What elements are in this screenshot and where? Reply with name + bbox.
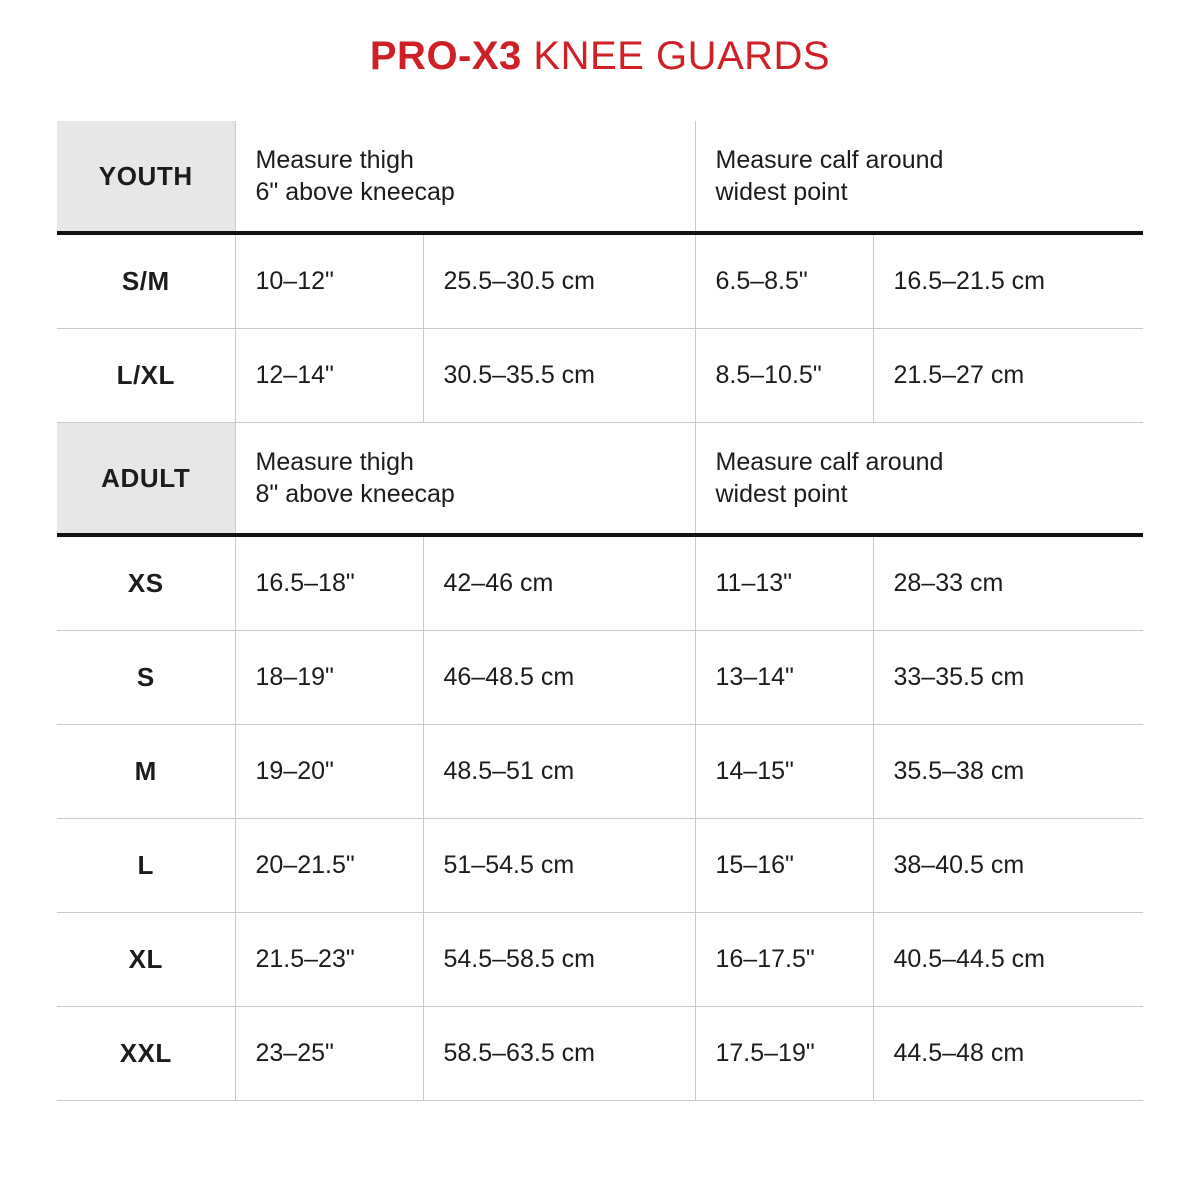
- calf-inches: 17.5–19": [695, 1007, 873, 1101]
- thigh-inches: 12–14": [235, 329, 423, 423]
- calf-cm: 35.5–38 cm: [873, 725, 1143, 819]
- size-label: L: [57, 819, 235, 913]
- group-label-adult: ADULT: [57, 423, 235, 536]
- group-calf-instruction-adult: [695, 423, 1143, 536]
- thigh-inches: 23–25": [235, 1007, 423, 1101]
- calf-inches: 15–16": [695, 819, 873, 913]
- group-thigh-instruction-adult: [235, 423, 695, 536]
- thigh-inches: 10–12": [235, 233, 423, 329]
- size-label: S: [57, 631, 235, 725]
- table-row: [57, 535, 1143, 631]
- instruction-line-1: Measure thigh: [255, 448, 414, 476]
- thigh-inches: 16.5–18": [235, 535, 423, 631]
- table-row: [57, 1007, 1143, 1101]
- page-title: [0, 0, 1200, 79]
- instruction-line-1: Measure calf around: [715, 448, 944, 476]
- thigh-inches: 20–21.5": [235, 819, 423, 913]
- calf-cm: 16.5–21.5 cm: [873, 233, 1143, 329]
- table-row: [57, 631, 1143, 725]
- calf-cm: 44.5–48 cm: [873, 1007, 1143, 1101]
- size-label: XXL: [57, 1007, 235, 1101]
- group-header-row-youth: [57, 121, 1143, 233]
- thigh-cm: 25.5–30.5 cm: [423, 233, 695, 329]
- group-label-youth: YOUTH: [57, 121, 235, 233]
- instruction-line-2: widest point: [715, 480, 848, 508]
- group-header-row-adult: [57, 423, 1143, 536]
- thigh-cm: 58.5–63.5 cm: [423, 1007, 695, 1101]
- size-label: S/M: [57, 233, 235, 329]
- calf-inches: 13–14": [695, 631, 873, 725]
- group-thigh-instruction-youth: [235, 121, 695, 233]
- instruction-line-1: Measure calf around: [715, 146, 944, 174]
- calf-cm: 21.5–27 cm: [873, 329, 1143, 423]
- table-row: [57, 819, 1143, 913]
- thigh-cm: 30.5–35.5 cm: [423, 329, 695, 423]
- thigh-cm: 42–46 cm: [423, 535, 695, 631]
- thigh-cm: 46–48.5 cm: [423, 631, 695, 725]
- calf-inches: 16–17.5": [695, 913, 873, 1007]
- page-title-brand: PRO-X3: [369, 34, 522, 78]
- instruction-line-2: widest point: [715, 178, 848, 206]
- size-label: M: [57, 725, 235, 819]
- table-row: [57, 233, 1143, 329]
- thigh-cm: 48.5–51 cm: [423, 725, 695, 819]
- size-chart-table: [57, 121, 1143, 1101]
- calf-inches: 11–13": [695, 535, 873, 631]
- calf-inches: 14–15": [695, 725, 873, 819]
- size-chart-table-wrap: [57, 121, 1143, 1101]
- calf-inches: 6.5–8.5": [695, 233, 873, 329]
- group-calf-instruction-youth: [695, 121, 1143, 233]
- thigh-inches: 21.5–23": [235, 913, 423, 1007]
- calf-cm: 33–35.5 cm: [873, 631, 1143, 725]
- thigh-cm: 51–54.5 cm: [423, 819, 695, 913]
- calf-cm: 40.5–44.5 cm: [873, 913, 1143, 1007]
- size-label: XL: [57, 913, 235, 1007]
- instruction-line-2: 8" above kneecap: [255, 480, 455, 508]
- table-row: [57, 329, 1143, 423]
- calf-cm: 38–40.5 cm: [873, 819, 1143, 913]
- size-label: XS: [57, 535, 235, 631]
- thigh-cm: 54.5–58.5 cm: [423, 913, 695, 1007]
- thigh-inches: 18–19": [235, 631, 423, 725]
- size-label: L/XL: [57, 329, 235, 423]
- instruction-line-1: Measure thigh: [255, 146, 414, 174]
- table-row: [57, 725, 1143, 819]
- table-row: [57, 913, 1143, 1007]
- thigh-inches: 19–20": [235, 725, 423, 819]
- instruction-line-2: 6" above kneecap: [255, 178, 455, 206]
- calf-cm: 28–33 cm: [873, 535, 1143, 631]
- calf-inches: 8.5–10.5": [695, 329, 873, 423]
- page-title-rest: KNEE GUARDS: [521, 34, 831, 78]
